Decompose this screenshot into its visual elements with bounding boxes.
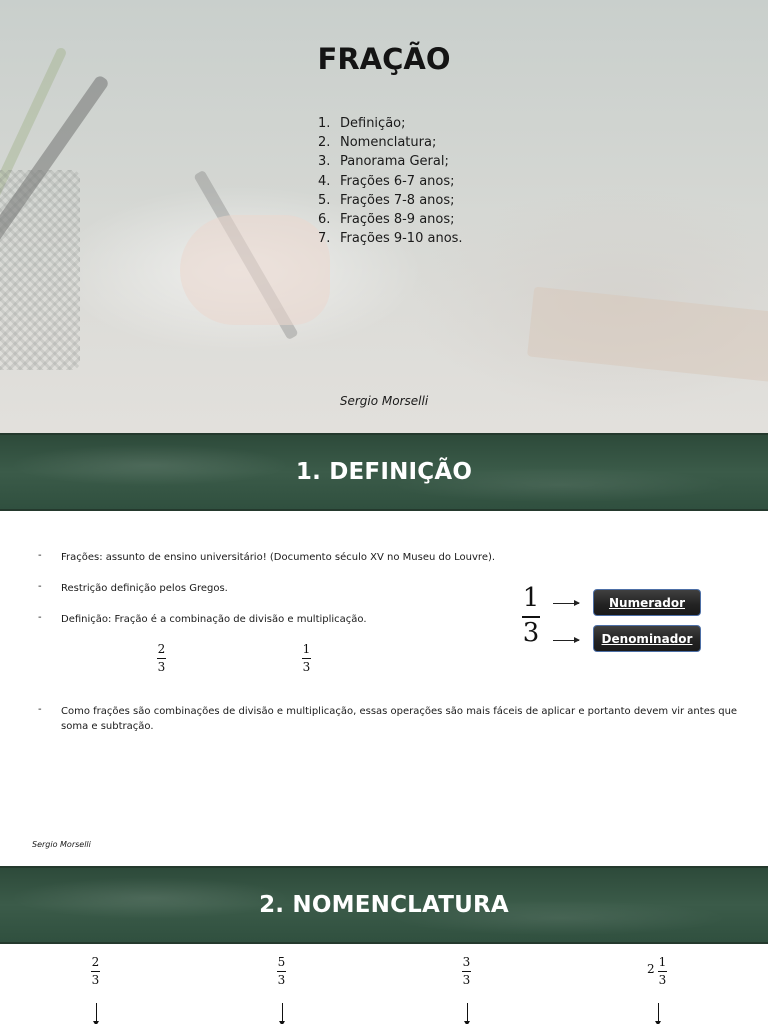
fraction-denominator: 3 (277, 973, 286, 987)
nomenclature-fraction (462, 956, 471, 987)
bullet-marker: - (38, 550, 42, 561)
fraction-numerator: 1 (658, 955, 667, 969)
topic-number: 4. (318, 173, 331, 189)
bullet-marker: - (38, 581, 42, 592)
arrow-down-icon (467, 1003, 468, 1023)
hand-decoration (180, 215, 330, 325)
fraction-denominator: 3 (157, 660, 166, 674)
fraction-bar (277, 971, 286, 972)
nomenclature-slide (0, 944, 768, 1024)
arrow-down-icon (282, 1003, 283, 1023)
topic-item (318, 191, 463, 210)
topic-item (318, 133, 463, 152)
bullet-item (38, 704, 738, 734)
fraction-bar (462, 971, 471, 972)
fraction-denominator: 3 (302, 660, 311, 674)
fraction-denominator: 3 (462, 973, 471, 987)
bullet-text: Frações: assunto de ensino universitário! (Documento século XV no Museu do Louvre). (61, 552, 496, 563)
diagram-denominator: 3 (522, 618, 540, 648)
arrow-right-icon (553, 640, 579, 641)
diagram-fraction (519, 585, 543, 647)
topic-number: 2. (318, 135, 331, 151)
topic-label: Frações 7-8 anos; (340, 192, 455, 208)
bullet-text: Como frações são combinações de divisão e multiplicação, essas operações são mais fáceis de aplicar e portanto devem vir antes que soma e subtração. (61, 706, 738, 732)
pencil-cup-decoration (0, 170, 80, 370)
cover-slide (0, 0, 768, 433)
cover-title: FRAÇÃO (317, 42, 451, 76)
topic-item (318, 152, 463, 171)
topic-item (318, 210, 463, 229)
nomenclature-heading: 2. NOMENCLATURA (259, 892, 509, 918)
topic-item (318, 229, 463, 248)
bullet-text: Definição: Fração é a combinação de divisão e multiplicação. (61, 614, 367, 625)
fraction-bar (157, 658, 166, 659)
fraction-denominator: 3 (91, 973, 100, 987)
fraction-numerator: 2 (91, 955, 100, 969)
topic-item (318, 172, 463, 191)
topic-label: Frações 9-10 anos. (340, 231, 463, 247)
bullet-marker: - (38, 612, 42, 623)
nomenclature-fraction (658, 956, 667, 987)
topic-number: 6. (318, 211, 331, 227)
example-fraction (302, 643, 311, 674)
topic-label: Panorama Geral; (340, 154, 449, 170)
diagram-numerator: 1 (522, 583, 540, 613)
arrow-down-icon (96, 1003, 97, 1023)
bullet-item (38, 550, 495, 565)
numerator-label-button[interactable]: Numerador (593, 589, 701, 616)
fraction-numerator: 5 (277, 955, 286, 969)
topic-item (318, 114, 463, 133)
bullet-item (38, 612, 367, 627)
mixed-number-whole: 2 (647, 962, 655, 976)
bullet-item (38, 581, 228, 596)
nomenclature-fraction (91, 956, 100, 987)
topic-number: 5. (318, 192, 331, 208)
topic-label: Definição; (340, 116, 406, 131)
bullet-marker: - (38, 704, 42, 715)
cover-author: Sergio Morselli (339, 394, 429, 408)
fraction-bar (91, 971, 100, 972)
topic-label: Frações 6-7 anos; (340, 173, 455, 189)
nomenclature-fraction (277, 956, 286, 987)
topic-list (318, 114, 463, 248)
denominator-label-button[interactable]: Denominador (593, 625, 701, 652)
topic-label: Frações 8-9 anos; (340, 211, 455, 227)
fraction-bar (302, 658, 311, 659)
definition-slide (0, 511, 768, 866)
topic-number: 3. (318, 154, 331, 170)
topic-number: 1. (318, 116, 331, 131)
nomenclature-banner (0, 866, 768, 944)
definition-heading: 1. DEFINIÇÃO (295, 459, 473, 485)
bullet-text: Restrição definição pelos Gregos. (61, 583, 228, 594)
fraction-denominator: 3 (658, 973, 667, 987)
book-decoration (527, 287, 768, 384)
topic-label: Nomenclatura; (340, 135, 437, 151)
topic-number: 7. (318, 231, 331, 247)
definition-banner (0, 433, 768, 511)
fraction-bar (658, 971, 667, 972)
example-fraction (157, 643, 166, 674)
arrow-down-icon (658, 1003, 659, 1023)
arrow-right-icon (553, 603, 579, 604)
fraction-numerator: 3 (462, 955, 471, 969)
footer-author: Sergio Morselli (32, 840, 91, 849)
fraction-numerator: 1 (302, 642, 311, 656)
fraction-numerator: 2 (157, 642, 166, 656)
